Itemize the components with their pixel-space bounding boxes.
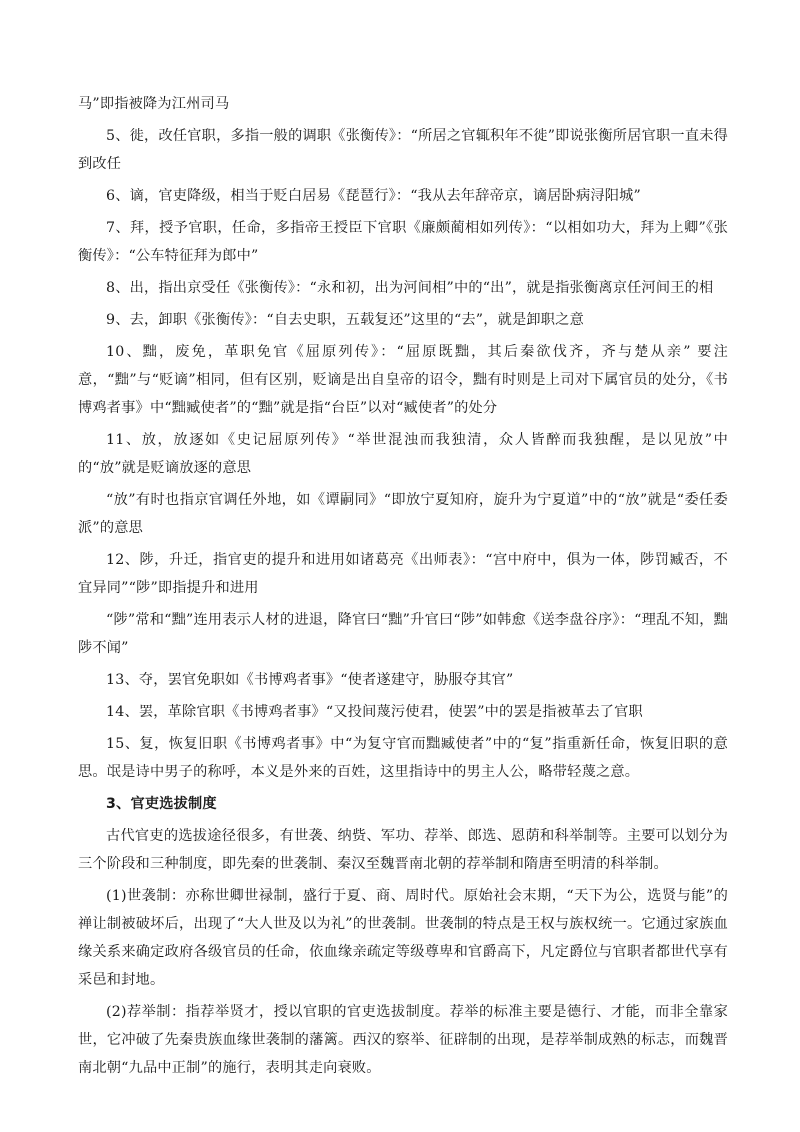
paragraph-item-8: 8、出，指出京受任《张衡传》：“永和初，出为河间相”中的“出”，就是指张衡离京任河间王的相 <box>106 280 714 296</box>
document-page <box>78 90 728 1082</box>
paragraph-item-12-note: “陟”常和“黜”连用表示人材的进退，降官曰“黜”升官曰“陟”如韩愈《送李盘谷序》：“理乱不知，黜陟不闻” <box>78 612 728 656</box>
hereditary-system-paragraph: (1)世袭制：亦称世卿世禄制，盛行于夏、商、周时代。原始社会末期，“天下为公，选贤与能”的禅让制被破坏后，出现了“大人世及以为礼”的世袭制。世袭制的特点是王权与族权统一。它通过家族血缘关系来确定政府各级官员的任命，依血缘亲疏定等级尊卑和官爵高下，凡定爵位与官职者都世代享有采邑和封地。 <box>78 888 728 988</box>
paragraph-item-15: 15、复，恢复旧职《书博鸡者事》中“为复守官而黜臧使者”中的“复”指重新任命，恢复旧职的意思。氓是诗中男子的称呼，本义是外来的百姓，这里指诗中的男主人公，略带轻蔑之意。 <box>78 736 728 780</box>
paragraph-item-11: 11、放，放逐如《史记屈原列传》“举世混浊而我独清，众人皆醉而我独醒，是以见放”中的“放”就是贬谪放逐的意思 <box>78 432 728 476</box>
paragraph-item-11-note: “放”有时也指京官调任外地，如《谭嗣同》“即放宁夏知府，旋升为宁夏道”中的“放”就是“委任委派”的意思 <box>78 492 728 536</box>
paragraph-item-14: 14、罢，革除官职《书博鸡者事》“又投间蔑污使君，使罢”中的罢是指被革去了官职 <box>106 704 643 720</box>
paragraph-item-9: 9、去，卸职《张衡传》：“自去史职，五载复还”这里的“去”，就是卸职之意 <box>106 312 584 328</box>
paragraph-item-7: 7、拜，授予官职，任命，多指帝王授臣下官职《廉颇蔺相如列传》：“以相如功大，拜为上卿”《张衡传》：“公车特征拜为郎中” <box>78 220 728 264</box>
section-intro-paragraph: 古代官吏的选拔途径很多，有世袭、纳赀、军功、荐举、郎选、恩荫和科举制等。主要可以划分为三个阶段和三种制度，即先秦的世袭制、秦汉至魏晋南北朝的荐举制和隋唐至明清的科举制。 <box>78 828 728 872</box>
paragraph-item-13: 13、夺，罢官免职如《书博鸡者事》“使者遂建守，胁服夺其官” <box>106 672 514 688</box>
paragraph-item-6: 6、谪，官吏降级，相当于贬白居易《琵琶行》：“我从去年辞帝京，谪居卧病浔阳城” <box>106 188 641 204</box>
recommendation-system-paragraph: (2)荐举制：指荐举贤才，授以官职的官吏选拔制度。荐举的标准主要是德行、才能，而非全靠家世，它冲破了先秦贵族血缘世袭制的藩篱。西汉的察举、征辟制的出现，是荐举制成熟的标志，而魏晋南北朝“九品中正制”的施行，表明其走向衰败。 <box>78 1004 728 1076</box>
paragraph-item-10: 10、黜，废免，革职免官《屈原列传》：“屈原既黜，其后秦欲伐齐，齐与楚从亲” 要注意，“黜”与“贬谪”相同，但有区别，贬谪是出自皇帝的诏令，黜有时则是上司对下属官员的处分，《书博鸡者事》中“黜臧使者”的“黜”就是指“台臣”以对“臧使者”的处分 <box>78 344 728 416</box>
section-heading: 3、官吏选拔制度 <box>106 796 217 812</box>
paragraph-item-12: 12、陟，升迁，指官吏的提升和进用如诸葛亮《出师表》：“宫中府中，俱为一体，陟罚臧否，不宜异同”“陟”即指提升和进用 <box>78 552 728 596</box>
paragraph-continuation: 马”即指被降为江州司马 <box>78 96 230 112</box>
paragraph-item-5: 5、徙，改任官职，多指一般的调职《张衡传》：“所居之官辄积年不徙”即说张衡所居官职一直未得到改任 <box>78 128 728 172</box>
